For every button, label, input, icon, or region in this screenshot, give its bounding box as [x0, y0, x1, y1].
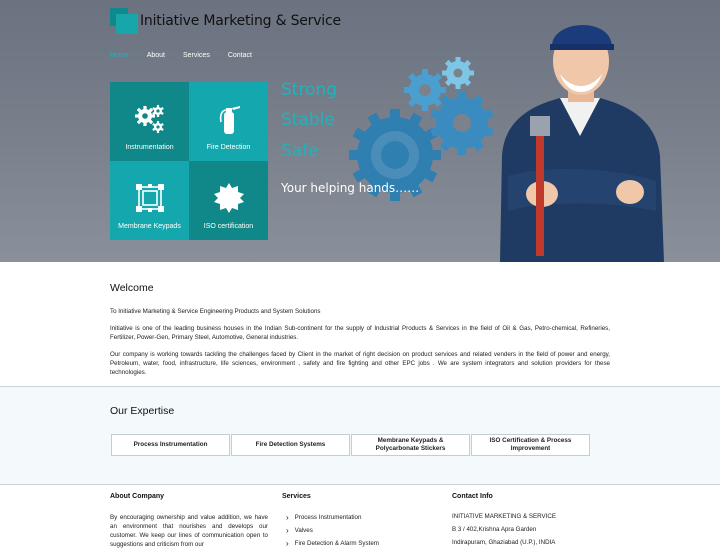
contact-company: INITIATIVE MARKETING & SERVICE: [452, 513, 556, 520]
tile-label: Membrane Keypads: [118, 223, 181, 230]
worker-photo: [480, 6, 680, 262]
footer-service-label: Fire Detection & Alarm System: [294, 540, 379, 547]
hero-subtitle: Your helping hands……: [281, 181, 420, 195]
chevron-right-icon: ›: [286, 526, 289, 535]
expertise-process-instrumentation[interactable]: Process Instrumentation: [111, 434, 230, 456]
main-nav: [110, 52, 270, 59]
welcome-section: [0, 262, 720, 386]
brand-name: Initiative Marketing & Service: [140, 13, 341, 29]
footer-services-title: Services: [282, 493, 311, 500]
welcome-title: Welcome: [110, 282, 154, 294]
footer-service-link[interactable]: [286, 513, 361, 522]
nav-services[interactable]: Services: [182, 52, 210, 59]
welcome-paragraph-2: Our company is working towards tackling the challenges faced by Client in the market of right decision on product services and related venders in the field of power and energy, Petroleum, water, food, infrastructure, life sciences, environment , safety and fire fighting and other EPC jobs . We are system integrators and solution providers for these technologies.: [110, 351, 610, 376]
nav-about[interactable]: About: [146, 52, 165, 59]
contact-address-line-2: Indirapuram, Ghaziabad (U.P.), INDIA: [452, 539, 556, 546]
expertise-title: Our Expertise: [110, 405, 175, 417]
nav-home[interactable]: Home: [110, 52, 129, 59]
footer-service-link[interactable]: [286, 526, 313, 535]
tagline-safe: Safe: [281, 141, 319, 161]
welcome-paragraph-1: Initiative is one of the leading business houses in the Indian Sub-continent for the supply of Industrial Products & Services in the field of Oil & Gas, Petro-chemical, Refineries, Fertilizer, Power-Gen, Primary Steel, Automotive, General industries.: [110, 325, 610, 341]
contact-address-line-1: B 3 / 402,Krishna Apra Garden: [452, 526, 537, 533]
nav-contact[interactable]: Contact: [227, 52, 252, 59]
expertise-section: [0, 387, 720, 484]
expertise-iso-certification[interactable]: ISO Certification & Process Improvement: [471, 434, 590, 456]
welcome-intro: To Initiative Marketing & Service Engineering Products and System Solutions: [110, 308, 321, 315]
tile-iso-certification[interactable]: [189, 161, 268, 240]
site-logo[interactable]: [110, 8, 341, 34]
expertise-membrane-keypads[interactable]: Membrane Keypads & Polycarbonate Stickers: [351, 434, 470, 456]
site-footer: [0, 485, 720, 550]
tile-label: ISO certification: [203, 223, 254, 230]
tile-membrane-keypads[interactable]: [110, 161, 189, 240]
footer-about-title: About Company: [110, 493, 165, 500]
tile-fire-detection[interactable]: [189, 82, 268, 161]
expertise-fire-detection[interactable]: Fire Detection Systems: [231, 434, 350, 456]
keypad-icon: [133, 181, 167, 215]
gears-icon: [133, 102, 167, 136]
seal-icon: [212, 181, 246, 215]
tile-label: Instrumentation: [125, 144, 174, 151]
footer-service-label: Valves: [294, 527, 313, 534]
tile-instrumentation[interactable]: [110, 82, 189, 161]
fire-extinguisher-icon: [212, 102, 246, 136]
service-tiles: [110, 82, 268, 240]
logo-mark-icon: [110, 8, 138, 34]
chevron-right-icon: ›: [286, 513, 289, 522]
hero-banner: [0, 0, 720, 262]
footer-service-label: Process Instrumentation: [294, 514, 362, 521]
tagline-strong: Strong: [281, 80, 338, 100]
footer-service-link[interactable]: [286, 539, 379, 548]
footer-about-text: By encouraging ownership and value addition, we have an environment that nourishes and develops our customer. We keep our lines of communication open to suggestions and criticism from our: [110, 514, 268, 548]
chevron-right-icon: ›: [286, 539, 289, 548]
tagline-stable: Stable: [281, 110, 335, 130]
tile-label: Fire Detection: [206, 144, 251, 151]
footer-contact-title: Contact Info: [452, 493, 493, 500]
